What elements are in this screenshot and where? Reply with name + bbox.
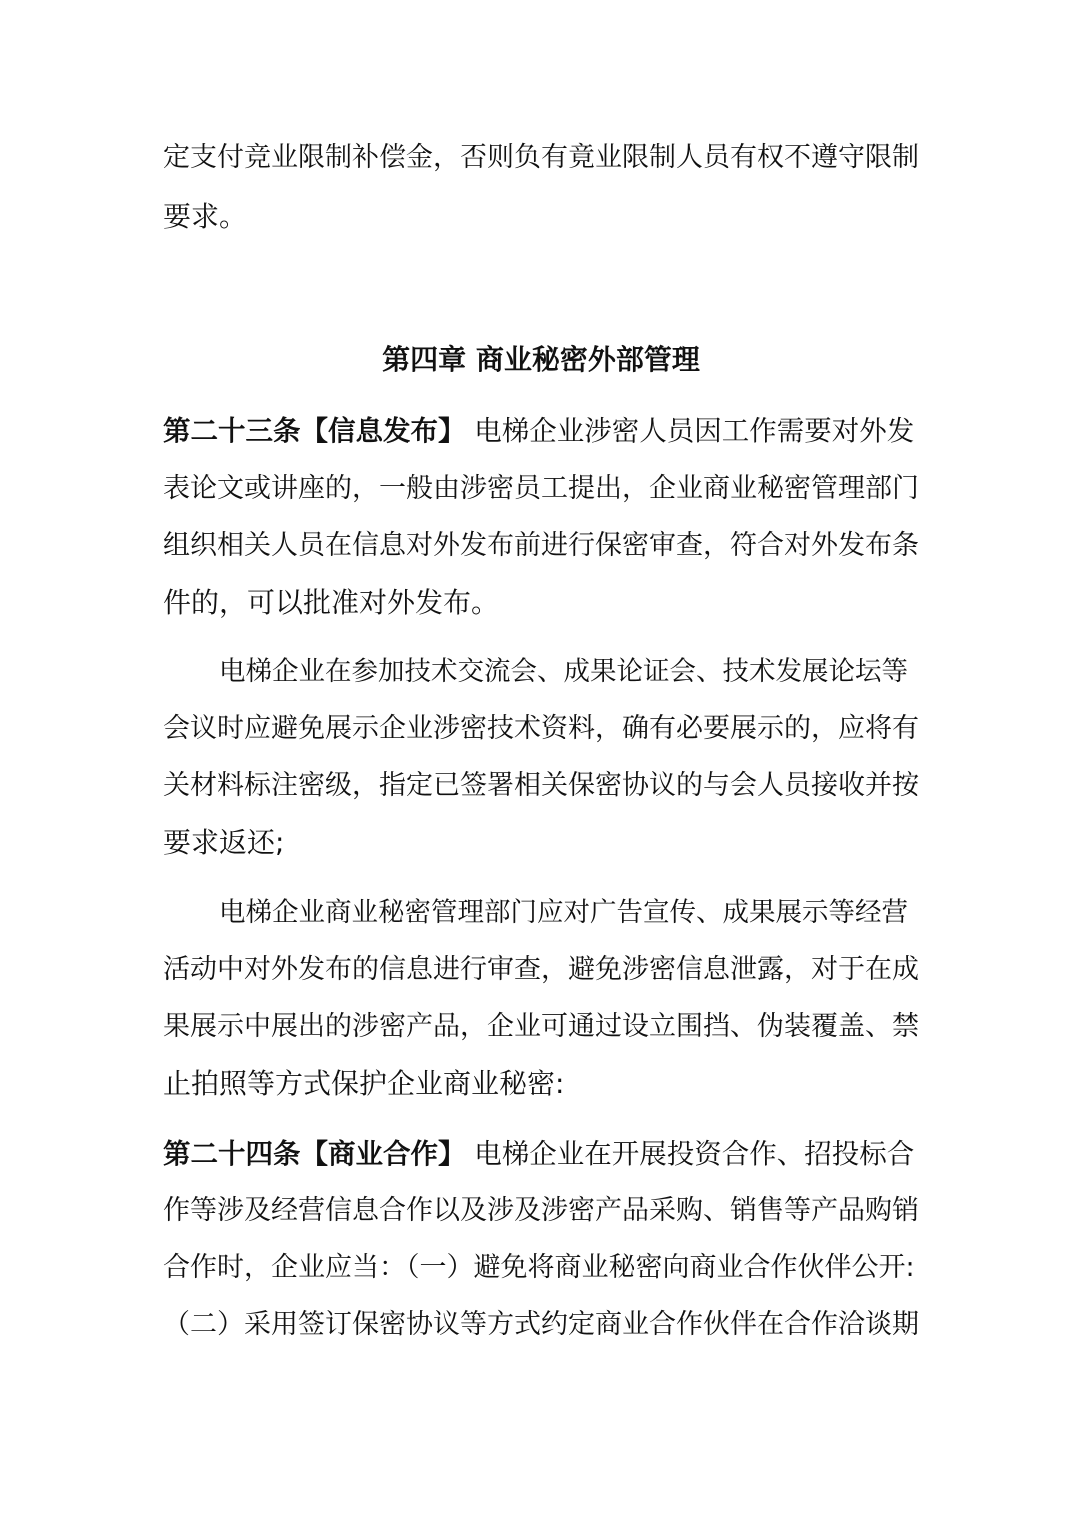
continuation-line-1: 定支付竞业限制补偿金，否则负有竟业限制人员有权不遵守限制	[163, 142, 919, 173]
article-24-line: （二）采用签订保密协议等方式约定商业合作伙伴在合作洽谈期	[163, 1309, 919, 1340]
article-24-first-line	[163, 1134, 914, 1174]
article-23-p2-line: 关材料标注密级，指定已签署相关保密协议的与会人员接收并按	[163, 770, 919, 801]
article-23-line: 组织相关人员在信息对外发布前进行保密审查，符合对外发布条	[163, 530, 919, 561]
article-23-p2-line: 会议时应避免展示企业涉密技术资料，确有必要展示的，应将有	[163, 713, 919, 744]
article-24-title: 第二十四条【商业合作】	[163, 1138, 466, 1170]
article-23-p3-line: 电梯企业商业秘密管理部门应对广告宣传、成果展示等经营	[219, 897, 908, 928]
article-23-first-line-text: 电梯企业涉密人员因工作需要对外发	[465, 415, 915, 447]
article-23-p2-line: 电梯企业在参加技术交流会、成果论证会、技术发展论坛等	[219, 656, 908, 687]
article-23-p3-line: 活动中对外发布的信息进行审查，避免涉密信息泄露，对于在成	[163, 954, 919, 985]
article-23-line: 表论文或讲座的，一般由涉密员工提出，企业商业秘密管理部门	[163, 473, 919, 504]
article-24-first-line-text: 电梯企业在开展投资合作、招投标合	[465, 1138, 915, 1170]
article-23-first-line	[163, 411, 914, 451]
article-24-line: 合作时，企业应当：（一）避免将商业秘密向商业合作伙伴公开:	[163, 1252, 915, 1283]
continuation-line-2: 要求。	[163, 200, 248, 233]
article-23-title: 第二十三条【信息发布】	[163, 415, 466, 447]
article-23-line: 件的，可以批准对外发布。	[163, 586, 500, 619]
article-23-p3-line: 止拍照等方式保护企业商业秘密:	[163, 1067, 565, 1100]
article-23-p2-line: 要求返还;	[163, 826, 285, 859]
article-24-line: 作等涉及经营信息合作以及涉及涉密产品采购、销售等产品购销	[163, 1195, 919, 1226]
chapter-title: 第四章 商业秘密外部管理	[382, 343, 700, 376]
article-23-p3-line: 果展示中展出的涉密产品，企业可通过设立围挡、伪装覆盖、禁	[163, 1011, 919, 1042]
